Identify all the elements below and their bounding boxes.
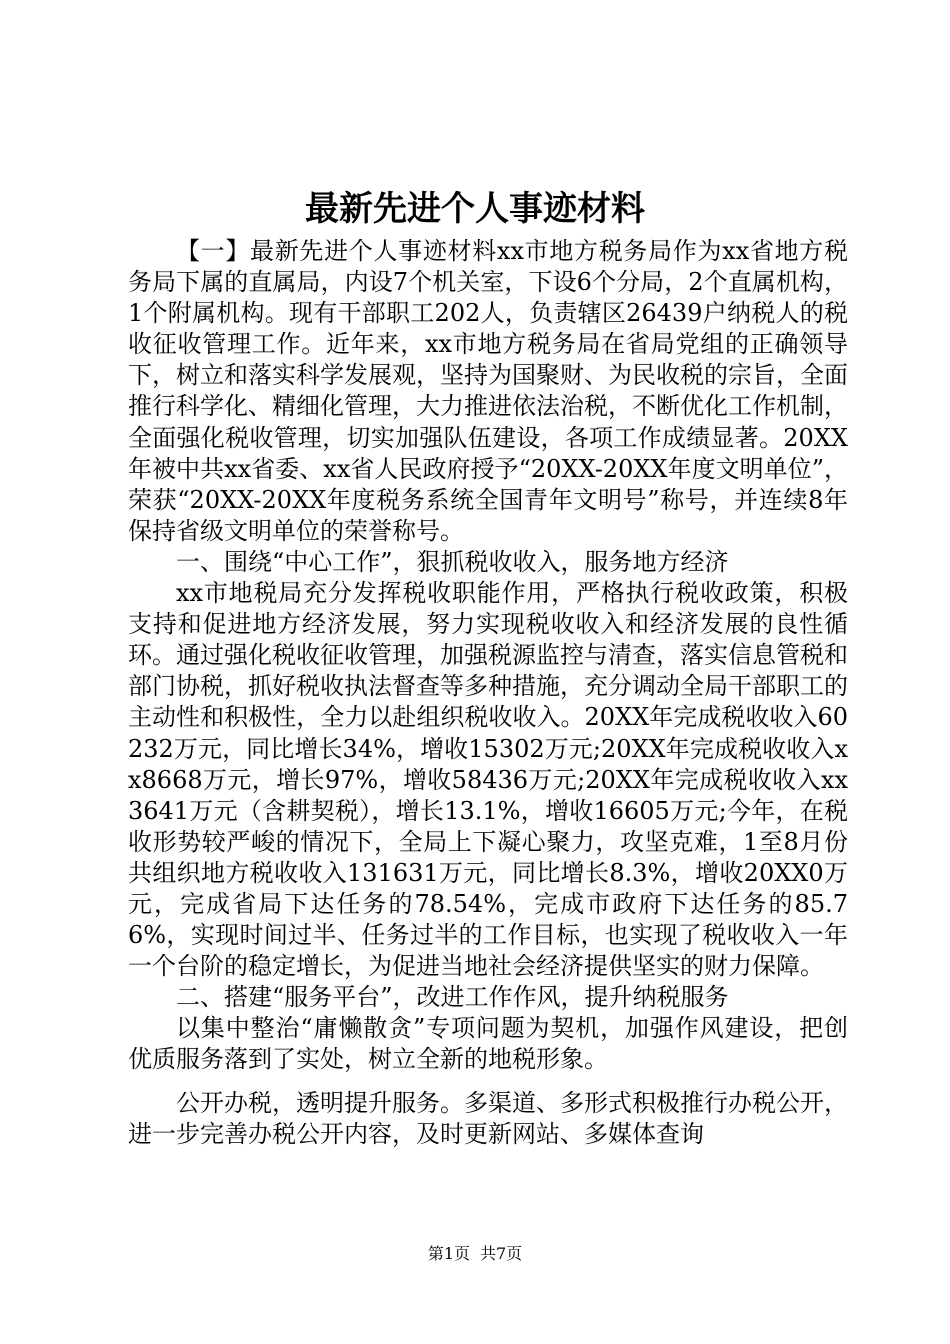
paragraph-intro: 【一】最新先进个人事迹材料xx市地方税务局作为xx省地方税务局下属的直属局，内设7个机关室，下设6个分局，2个直属机构，1个附属机构。现有干部职工202人，负责辖区26439户纳税人的税收征收管理工作。近年来，xx市地方税务局在省局党组的正确领导下，树立和落实科学发展观，坚持为国聚财、为民收税的宗旨，全面推行科学化、精细化管理，大力推进依法治税，不断优化工作机制，全面强化税收管理，切实加强队伍建设，各项工作成绩显著。20XX年被中共xx省委、xx省人民政府授予“20XX-20XX年度文明单位”，荣获“20XX-20XX年度税务系统全国青年文明号”称号，并连续8年保持省级文明单位的荣誉称号。 — [128, 237, 848, 545]
section-heading-1: 一、围绕“中心工作”，狠抓税收收入，服务地方经济 — [176, 547, 729, 576]
paragraph-section-2: 以集中整治“庸懒散贪”专项问题为契机，加强作风建设，把创优质服务落到了实处，树立全新的地税形象。 — [128, 1014, 848, 1074]
page-footer — [0, 1244, 950, 1264]
paragraph-section-2-sub: 公开办税，透明提升服务。多渠道、多形式积极推行办税公开，进一步完善办税公开内容，及时更新网站、多媒体查询 — [128, 1088, 848, 1148]
page-total: 共7页 — [480, 1244, 523, 1263]
document-body — [128, 236, 848, 1150]
paragraph-section-1: xx市地税局充分发挥税收职能作用，严格执行税收政策，积极支持和促进地方经济发展，努力实现税收收入和经济发展的良性循环。通过强化税收征收管理，加强税源监控与清查，落实信息管税和部门协税，抓好税收执法督查等多种措施，充分调动全局干部职工的主动性和积极性，全力以赴组织税收收入。20XX年完成税收收入60232万元，同比增长34%，增收15302万元;20XX年完成税收收入xx8668万元，增长97%，增收58436万元;20XX年完成税收收入xx3641万元（含耕契税），增长13.1%，增收16605万元;今年，在税收形势较严峻的情况下，全局上下凝心聚力，攻坚克难，1至8月份共组织地方税收收入131631万元，同比增长8.3%，增收20XX0万元，完成省局下达任务的78.54%，完成市政府下达任务的85.76%，实现时间过半、任务过半的工作目标，也实现了税收收入一年一个台阶的稳定增长，为促进当地社会经济提供坚实的财力保障。 — [128, 579, 848, 981]
page-number: 第1页 — [427, 1244, 470, 1263]
section-heading-2: 二、搭建“服务平台”，改进工作作风，提升纳税服务 — [176, 983, 729, 1012]
document-title: 最新先进个人事迹材料 — [305, 189, 645, 229]
